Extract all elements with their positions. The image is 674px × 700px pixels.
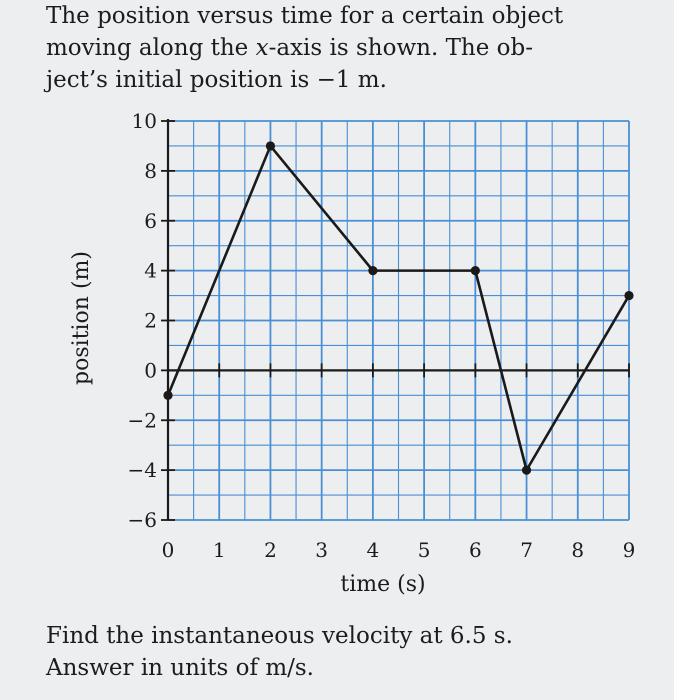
- x-tick-label: 5: [417, 538, 431, 562]
- x-tick-label: 7: [520, 538, 533, 562]
- x-tick-label: 9: [622, 538, 636, 562]
- problem-line-3: ject’s initial position is −1 m.: [46, 67, 387, 93]
- grid: [168, 121, 629, 520]
- x-axis-title: time (s): [340, 572, 426, 597]
- ticks: [128, 109, 636, 562]
- data-point: [624, 291, 633, 300]
- y-tick-label: 0: [144, 358, 157, 383]
- question-text: [46, 620, 646, 684]
- y-tick-label: 8: [144, 158, 157, 183]
- data-point: [163, 391, 172, 400]
- problem-line-2-post: -axis is shown. The ob-: [268, 35, 533, 61]
- x-tick-label: 1: [212, 538, 226, 562]
- y-tick-label: 6: [144, 208, 157, 233]
- y-tick-label: 2: [144, 308, 157, 333]
- x-tick-label: 2: [264, 538, 277, 562]
- data-point: [368, 266, 377, 275]
- problem-line-1: The position versus time for a certain object: [46, 3, 564, 29]
- y-tick-label: 4: [144, 258, 157, 283]
- x-tick-label: 8: [571, 538, 585, 562]
- y-tick-label: −6: [127, 508, 157, 532]
- x-variable: x: [255, 35, 269, 61]
- data-point: [522, 466, 531, 475]
- y-tick-label: −4: [127, 458, 157, 483]
- question-line-1: Find the instantaneous velocity at 6.5 s.: [46, 623, 513, 649]
- y-tick-label: −2: [127, 408, 157, 433]
- x-tick-label: 3: [315, 538, 329, 562]
- problem-line-2-pre: moving along the: [46, 35, 256, 61]
- y-axis-title: position (m): [69, 251, 94, 385]
- data-point: [471, 266, 480, 275]
- question-line-2: Answer in units of m/s.: [46, 655, 314, 681]
- x-tick-label: 4: [366, 538, 380, 562]
- x-tick-label: 0: [161, 538, 175, 562]
- y-tick-label: 10: [131, 109, 157, 133]
- data-point: [266, 141, 275, 150]
- x-tick-label: 6: [468, 538, 482, 562]
